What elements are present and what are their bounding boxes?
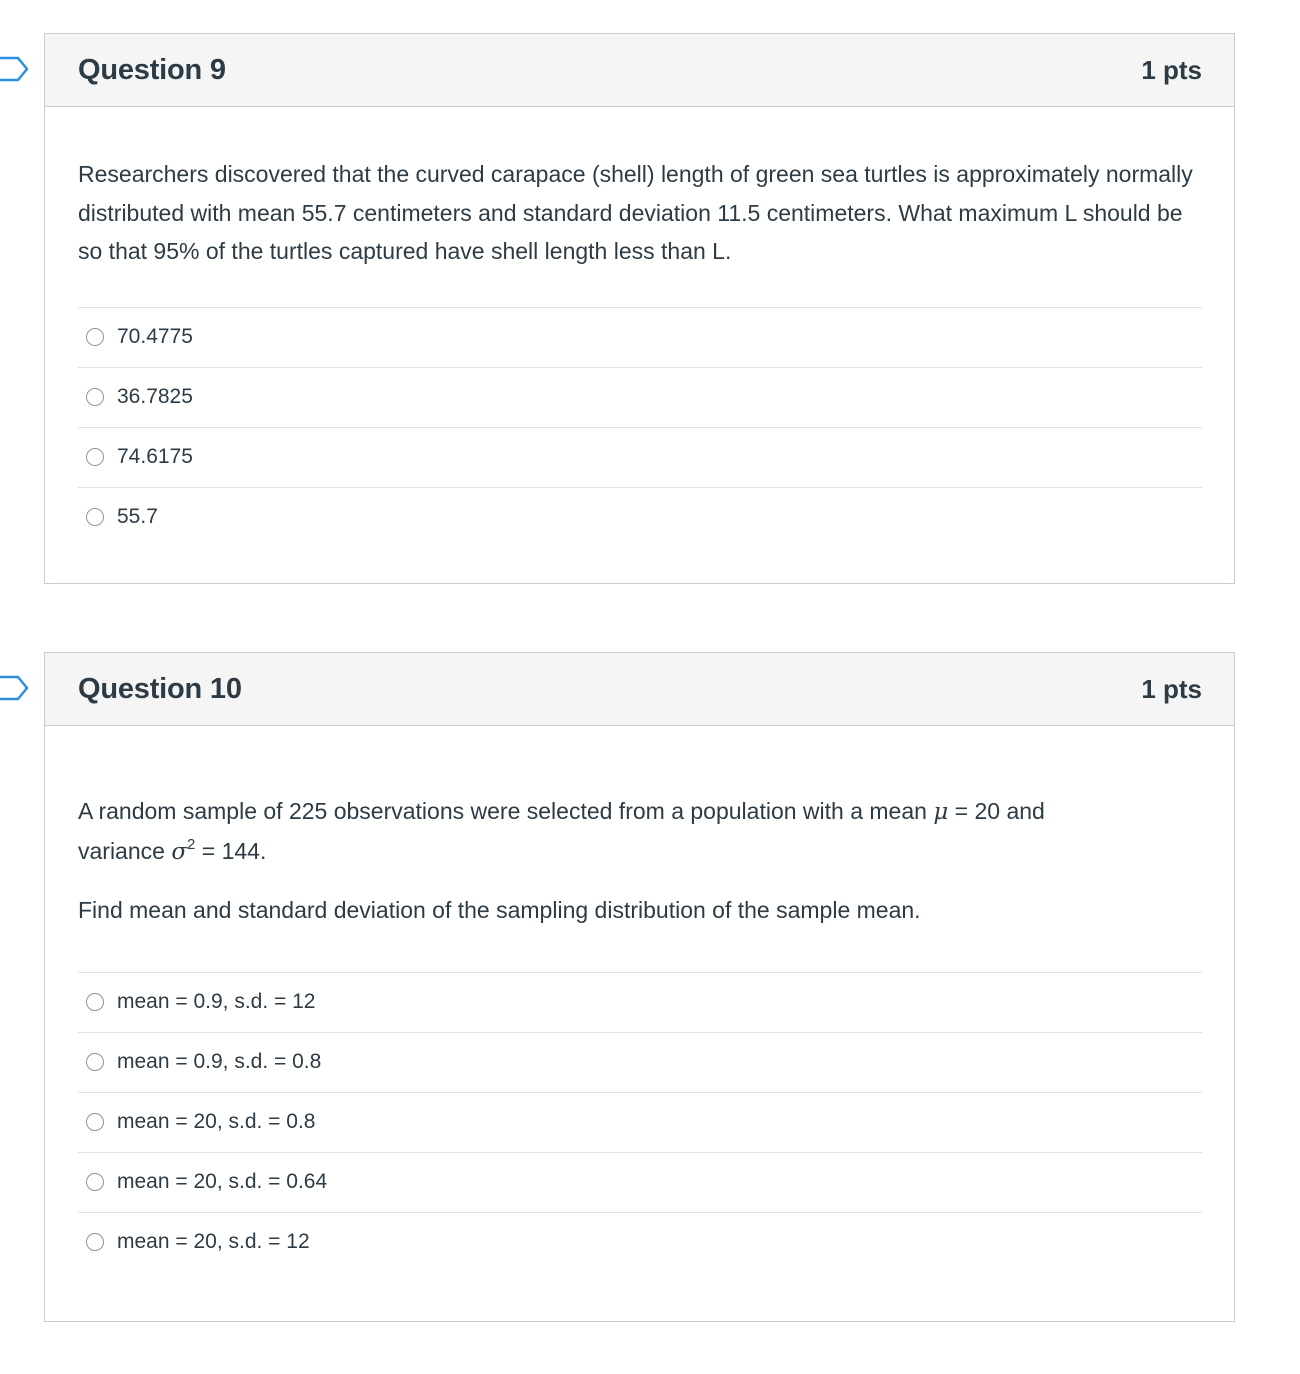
question-title: Question 9 [78,53,226,86]
question-points: 1 pts [1141,673,1202,704]
radio-circle-icon[interactable] [86,1053,104,1071]
radio-circle-icon[interactable] [86,993,104,1011]
mu-symbol: μ [933,799,949,825]
answer-option[interactable] [78,1092,1202,1152]
radio-circle-icon[interactable] [86,448,104,466]
answer-label: mean = 0.9, s.d. = 12 [117,990,316,1013]
question-text: Researchers discovered that the curved carapace (shell) length of green sea turtles is approximately normally distributed with mean 55.7 centimeters and standard deviation 11.5 centimeters. What maximum L should be so that 95% of the turtles captured have shell length less than L. [78,161,1193,264]
answer-list [78,307,1202,547]
answer-label: mean = 0.9, s.d. = 0.8 [117,1050,322,1073]
answer-label: 36.7825 [117,385,193,408]
radio-circle-icon[interactable] [86,508,104,526]
question-text-part: A random sample of 225 observations were selected from a population with a mean [78,798,934,824]
answer-label: 55.7 [117,505,158,528]
answer-option[interactable] [78,487,1202,547]
radio-circle-icon[interactable] [86,328,104,346]
question-body [45,107,1234,547]
question-header [45,34,1234,107]
answer-label: 74.6175 [117,445,193,468]
answer-option[interactable] [78,367,1202,427]
radio-circle-icon[interactable] [86,1233,104,1251]
answer-option[interactable] [78,1032,1202,1092]
radio-circle-icon[interactable] [86,1113,104,1131]
question-text: Find mean and standard deviation of the sampling distribution of the sample mean. [78,897,921,923]
answer-option[interactable] [78,1152,1202,1212]
question-header [45,653,1234,726]
flag-question-icon[interactable] [0,675,30,701]
question-card [44,33,1235,584]
question-title: Question 10 [78,672,242,705]
answer-label: mean = 20, s.d. = 12 [117,1230,310,1253]
flag-question-icon[interactable] [0,56,30,82]
question-text [78,726,1202,871]
answer-label: 70.4775 [117,325,193,348]
answer-option[interactable] [78,427,1202,487]
question-card [44,652,1235,1322]
answer-option[interactable] [78,1212,1202,1272]
question-text-part: = 20 and [948,798,1045,824]
question-points: 1 pts [1141,54,1202,85]
question-text-part: = 144. [195,837,267,864]
question-text-part: variance [78,837,172,864]
answer-option[interactable] [78,307,1202,367]
sigma-symbol: σ [171,838,188,865]
answer-list [78,972,1202,1272]
answer-option[interactable] [78,972,1202,1032]
answer-label: mean = 20, s.d. = 0.8 [117,1110,316,1133]
radio-circle-icon[interactable] [86,1173,104,1191]
exponent: 2 [187,835,196,853]
radio-circle-icon[interactable] [86,388,104,406]
question-body [45,726,1234,1272]
answer-label: mean = 20, s.d. = 0.64 [117,1170,328,1193]
